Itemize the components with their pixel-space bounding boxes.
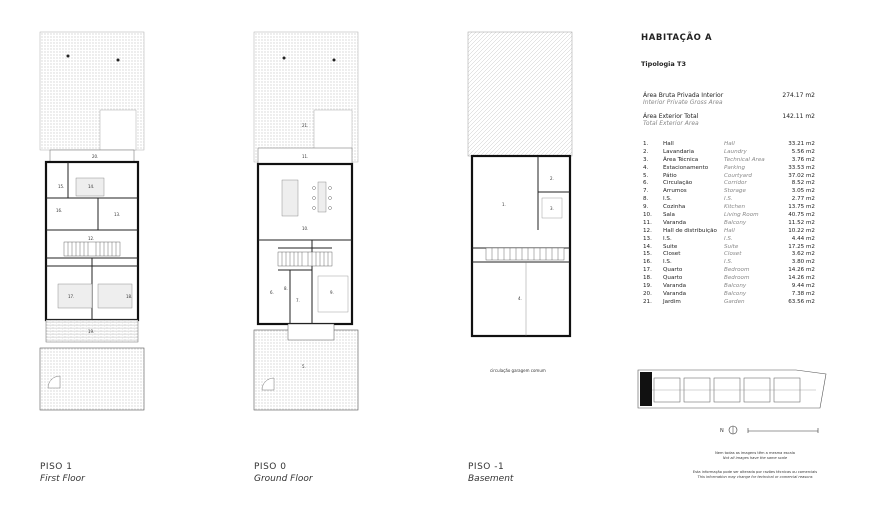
room-en: I.S. [724,259,733,266]
room-pt: I.S. [663,259,672,266]
room-row [643,267,815,275]
svg-text:10.: 10. [302,226,309,231]
room-en: Storage [724,188,746,195]
room-pt: Circulação [663,180,693,187]
room-val: 33.53 m2 [788,164,815,171]
room-pt: Área Técnica [663,156,699,163]
room-val: 37.02 m2 [788,172,815,179]
svg-text:19.: 19. [88,329,95,334]
room-pt: Lavandaria [663,148,695,155]
svg-text:8.: 8. [284,286,288,291]
room-num: 6. [643,180,649,187]
svg-text:9.: 9. [330,290,334,295]
room-pt: Pátio [663,172,677,179]
room-val: 3.05 m2 [791,188,815,195]
room-en: Bedroom [724,275,750,282]
room-pt: Quarto [663,275,683,282]
room-row [643,180,815,188]
room-row [643,204,815,212]
room-row [643,228,815,236]
room-val: 8.52 m2 [791,180,815,187]
key-plan-highlight [640,372,652,406]
room-val: 7.38 m2 [791,290,815,297]
svg-text:N: N [720,428,724,434]
floor-subtitle-1: First Floor [40,474,85,484]
svg-text:13.: 13. [114,212,121,217]
room-pt: Jardim [663,298,681,305]
room-en: Parking [724,164,745,171]
room-row [643,141,815,149]
north-arrow-icon [718,424,740,436]
room-en: Hall [724,141,735,147]
interior-area: Área Bruta Privada Interior Interior Private Gross Area 274.17 m2 [643,92,815,106]
room-pt: Sala [663,212,675,219]
room-en: Closet [724,251,742,258]
room-num: 7. [643,188,649,195]
room-pt: Hall de distribuição [663,227,717,234]
room-row [643,283,815,291]
room-row [643,157,815,165]
room-val: 14.26 m2 [788,275,815,282]
room-pt: Varanda [663,219,687,226]
room-row [643,196,815,204]
room-num: 14. [643,243,652,250]
room-en: Hall [724,227,735,234]
room-val: 63.56 m2 [788,298,815,305]
room-pt: Cozinha [663,204,686,211]
room-val: 5.56 m2 [791,148,815,155]
svg-text:3.: 3. [550,206,554,211]
room-num: 1. [643,141,649,147]
room-en: Laundry [724,148,747,155]
room-row [643,251,815,259]
basement-plan [466,30,574,412]
room-row [643,188,815,196]
room-en: Balcony [724,219,747,226]
room-val: 3.62 m2 [791,251,815,258]
svg-text:7.: 7. [296,298,300,303]
room-num: 10. [643,212,652,219]
basement-corridor-label: circulação garagem comum [490,368,546,373]
room-pt: Estacionamento [663,164,709,171]
room-en: Garden [724,298,745,305]
svg-text:16.: 16. [56,208,63,213]
room-num: 8. [643,196,649,203]
room-val: 13.75 m2 [788,204,815,211]
key-plan [636,368,830,412]
svg-text:18.: 18. [126,294,133,299]
room-num: 11. [643,219,652,226]
house-title: HABITAÇÃO A [641,33,713,43]
floor-title-1: PISO 1 [40,462,73,472]
room-en: Living Room [724,212,759,219]
scale-note: Nem todas as imagens têm a mesma escala Not all images have the same scale [715,451,795,460]
floor-title-minus1: PISO -1 [468,462,505,472]
room-val: 2.77 m2 [791,196,815,203]
room-num: 12. [643,227,652,234]
room-en: Corridor [724,180,747,187]
svg-text:15.: 15. [58,184,65,189]
svg-text:12.: 12. [88,236,95,241]
room-num: 4. [643,164,649,171]
scale-bar [746,426,822,434]
room-row [643,212,815,220]
svg-text:11.: 11. [302,154,309,159]
earth-hatched-area [468,32,572,156]
room-pt: Suite [663,243,678,250]
room-pt: I.S. [663,196,672,203]
room-en: Balcony [724,283,747,290]
room-pt: Varanda [663,283,687,290]
svg-text:17.: 17. [68,294,75,299]
room-pt: Quarto [663,267,683,274]
room-num: 16. [643,259,652,266]
room-val: 17.25 m2 [788,243,815,250]
room-val: 14.26 m2 [788,267,815,274]
floor-subtitle-minus1: Basement [468,474,514,484]
room-num: 19. [643,283,652,290]
room-row [643,299,815,307]
room-en: Kitchen [724,204,746,211]
room-val: 40.75 m2 [788,212,815,219]
room-pt: I.S. [663,235,672,242]
room-row [643,149,815,157]
room-num: 21. [643,298,652,305]
room-val: 33.21 m2 [788,141,815,147]
svg-text:2.: 2. [550,176,554,181]
room-val: 9.44 m2 [791,283,815,290]
exterior-area: Área Exterior Total Total Exterior Area 142.11 m2 [643,113,815,127]
room-num: 17. [643,267,652,274]
first-floor-plan [38,30,146,412]
room-row [643,220,815,228]
floor-subtitle-0: Ground Floor [254,474,313,484]
room-row [643,165,815,173]
room-row [643,275,815,283]
room-val: 11.52 m2 [788,219,815,226]
room-row [643,244,815,252]
room-num: 5. [643,172,649,179]
floor-title-0: PISO 0 [254,462,287,472]
room-num: 9. [643,204,649,211]
svg-text:1.: 1. [502,202,506,207]
room-row [643,173,815,181]
room-row [643,291,815,299]
room-num: 3. [643,156,649,163]
room-val: 10.22 m2 [788,227,815,234]
info-note: Esta informação pode ser alterada por razões técnicas ou comerciais This information may change for technical or comercial reasons [692,470,818,479]
room-num: 15. [643,251,652,258]
room-en: Suite [724,243,739,250]
typology: Tipologia T3 [641,60,686,68]
room-num: 18. [643,275,652,282]
room-num: 20. [643,290,652,297]
basement-outline [472,156,570,336]
svg-text:21.: 21. [302,123,309,128]
room-pt: Hall [663,141,674,147]
room-row [643,259,815,267]
room-val: 4.44 m2 [791,235,815,242]
room-pt: Closet [663,251,681,258]
room-schedule [643,141,815,307]
room-en: Courtyard [724,172,752,179]
room-en: Balcony [724,290,747,297]
ground-floor-plan [252,30,360,412]
svg-text:4.: 4. [518,296,522,301]
room-num: 13. [643,235,652,242]
svg-text:14.: 14. [88,184,95,189]
room-val: 3.76 m2 [791,156,815,163]
room-row [643,236,815,244]
svg-text:5.: 5. [302,364,306,369]
room-en: I.S. [724,235,733,242]
room-en: Bedroom [724,267,750,274]
room-en: I.S. [724,196,733,203]
svg-text:6.: 6. [270,290,274,295]
room-pt: Varanda [663,290,687,297]
svg-text:20.: 20. [92,154,99,159]
room-en: Technical Area [724,156,765,163]
room-val: 3.80 m2 [791,259,815,266]
room-pt: Arrumos [663,188,687,195]
room-num: 2. [643,148,649,155]
